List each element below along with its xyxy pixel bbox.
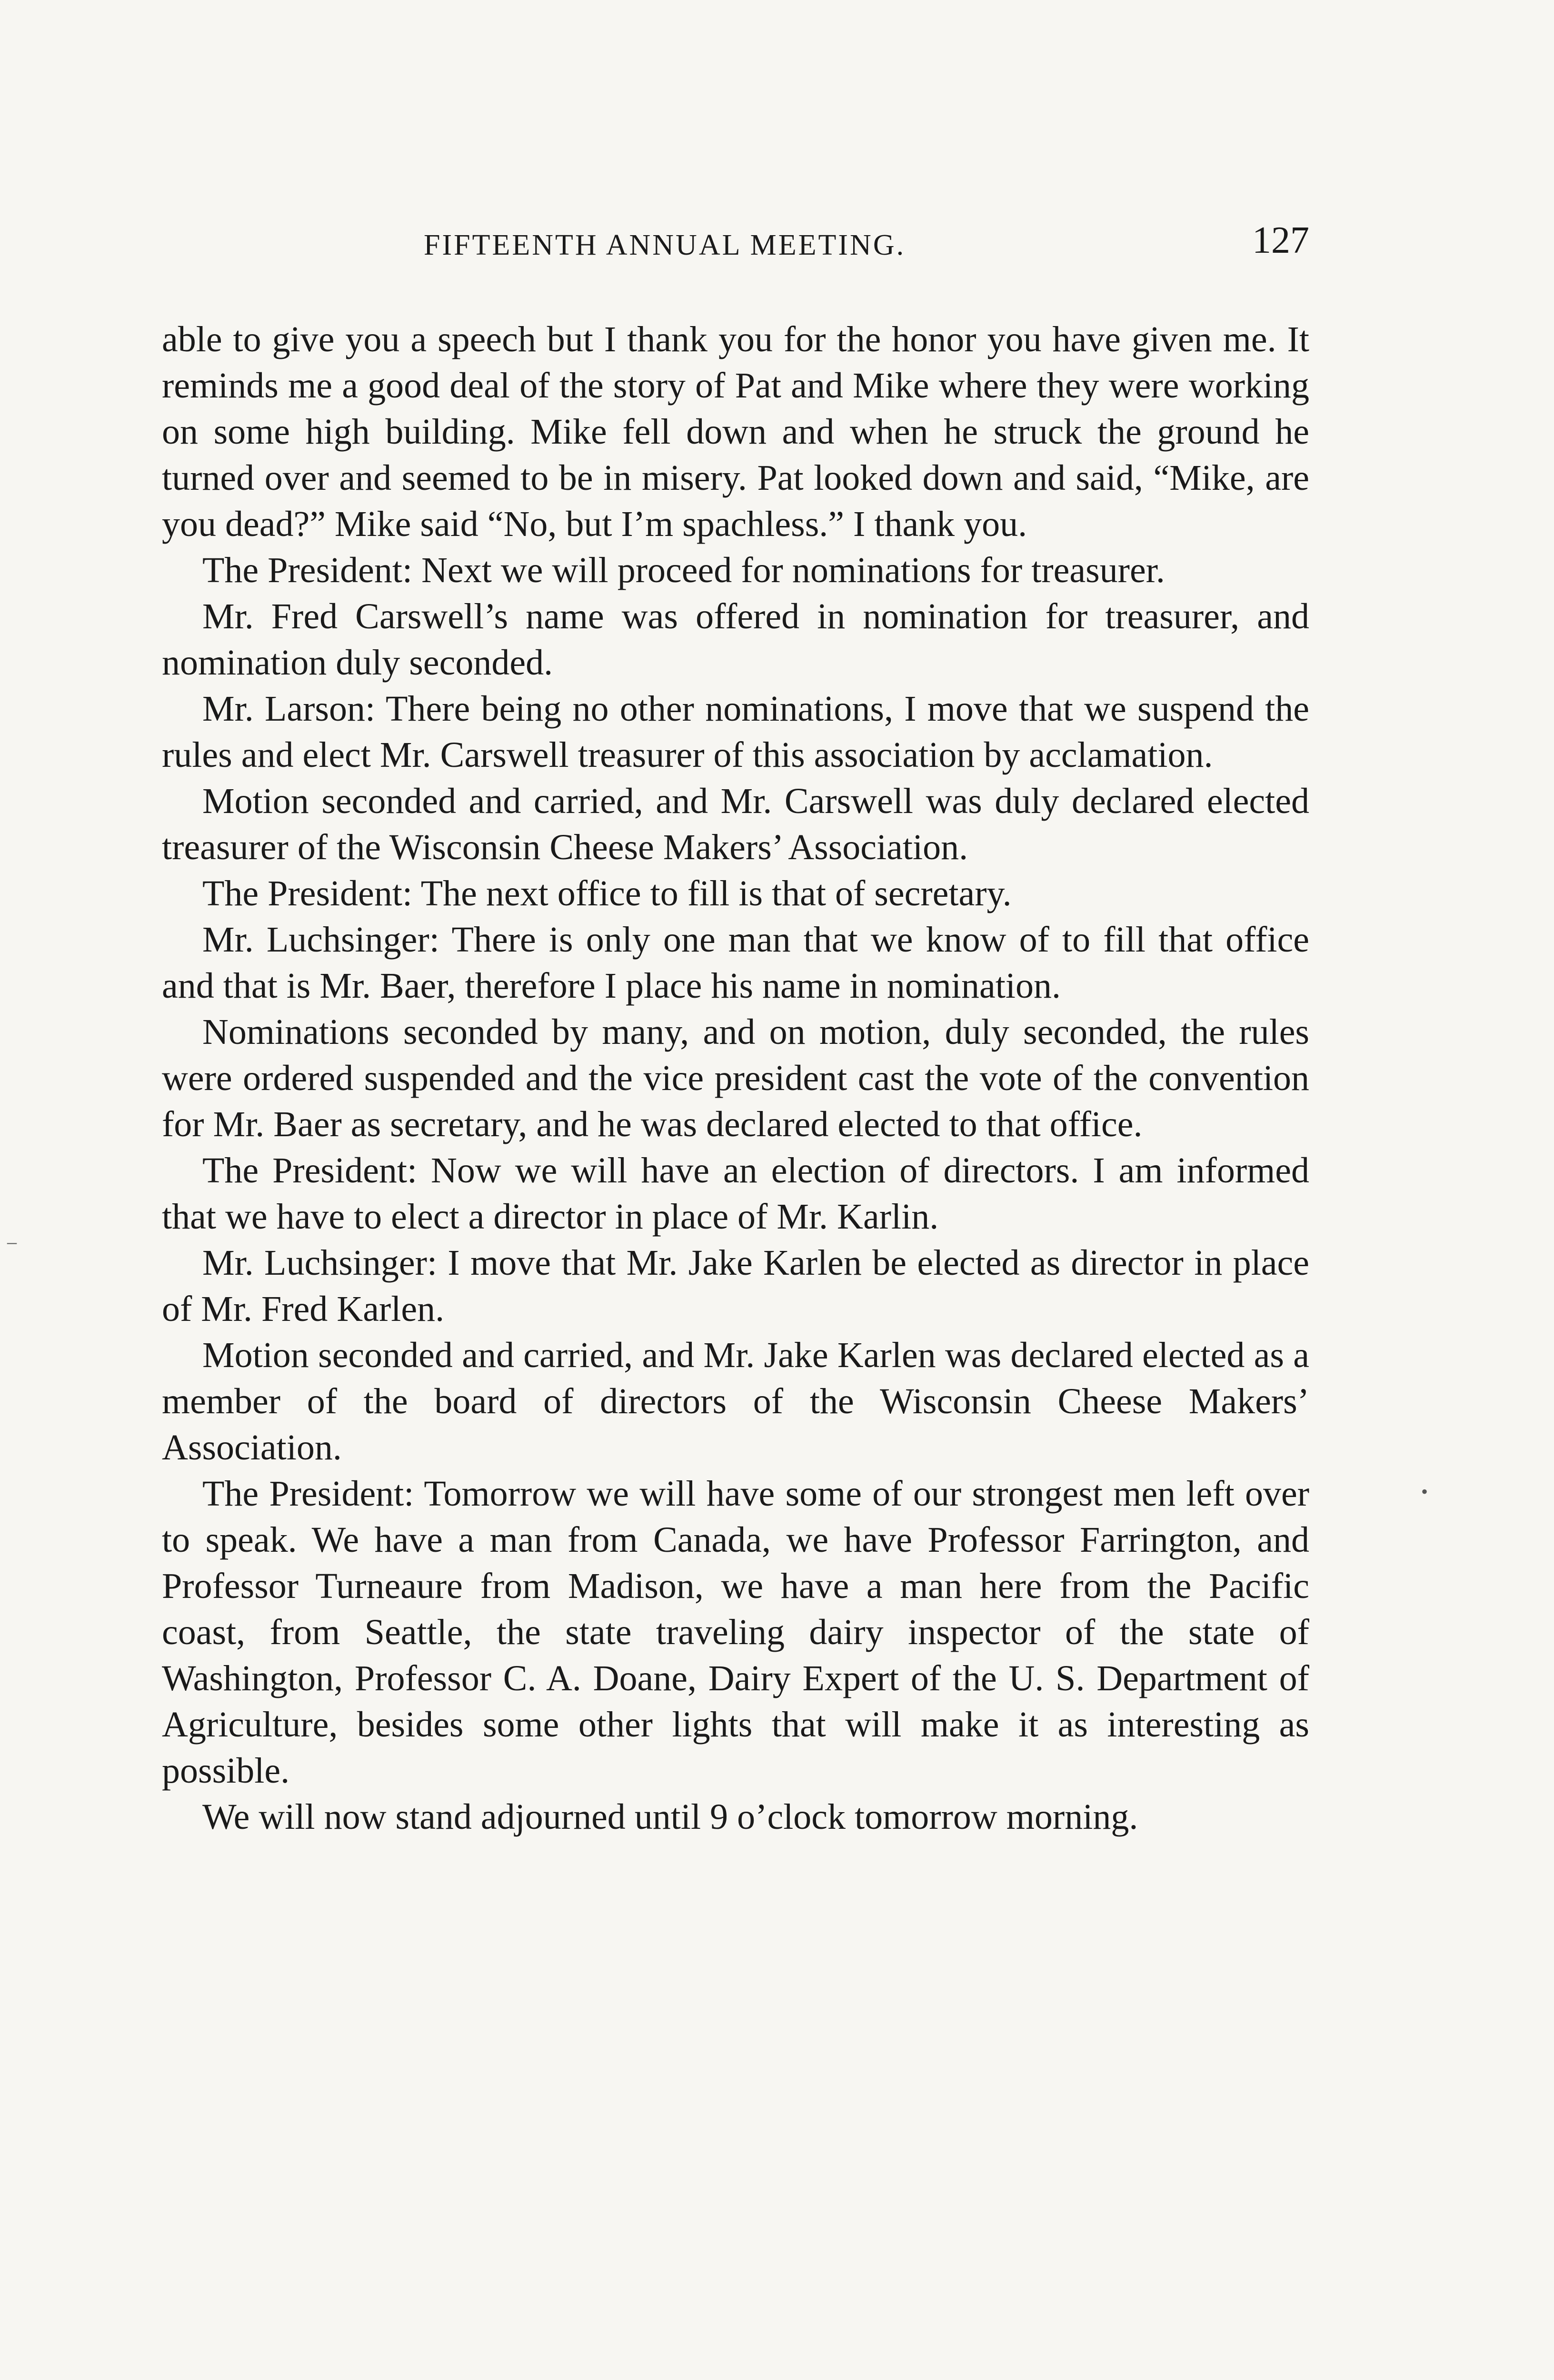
paragraph-secretary-office: The President: The next office to fill is that of secretary. [202,873,1012,913]
paragraph-karlen-elected: Motion seconded and carried, and Mr. Jake Karlen was declared elected as a member of the board of directors of the Wisconsin Cheese Makers’ Association. [162,1335,1309,1468]
paragraph-carswell-nomination: Mr. Fred Carswell’s name was offered in nomination for treasurer, and nomination duly seconded. [162,596,1309,683]
paragraph-directors-election: The President: Now we will have an election of directors. I am informed that we have to elect a director in place of Mr. Karlin. [162,1150,1309,1237]
running-title: FIFTEENTH ANNUAL MEETING. [424,229,906,261]
paragraph-speech-continuation: able to give you a speech but I thank you for the honor you have given me. It reminds me a good deal of the story of Pat and Mike where they were working on some high building. Mike fell down and when he struck the ground he turned over and seemed to be in misery. Pat looked down and said, “Mike, are you dead?” Mike said “No, but I’m spachless.” I thank you. [162,319,1309,544]
paragraph-treasurer-nominations: The President: Next we will proceed for nominations for treasurer. [202,550,1165,590]
paragraph-baer-nomination: Mr. Luchsinger: There is only one man that we know of to fill that office and that is Mr. Baer, therefore I place his name in nomination. [162,920,1309,1006]
margin-speck-mark: • [1421,1481,1428,1502]
margin-dash-mark: – [7,1231,17,1252]
paragraph-karlen-motion: Mr. Luchsinger: I move that Mr. Jake Karlen be elected as director in place of Mr. Fred Karlen. [162,1243,1309,1329]
paragraph-tomorrow-speakers: The President: Tomorrow we will have some of our strongest men left over to speak. We have a man from Canada, we have Professor Farrington, and Professor Turneaure from Madison, we have a man here from the Pacific coast, from Seattle, the state traveling dairy inspector of the state of Washington, Professor C. A. Doane, Dairy Expert of the U. S. Department of Agriculture, besides some other lights that will make it as interesting as possible. [162,1474,1309,1791]
paragraph-larson-motion: Mr. Larson: There being no other nominations, I move that we suspend the rules and elect Mr. Carswell treasurer of this association by acclamation. [162,689,1309,775]
paragraph-baer-elected: Nominations seconded by many, and on motion, duly seconded, the rules were ordered suspended and the vice president cast the vote of the convention for Mr. Baer as secretary, and he was declared elected to that office. [162,1012,1309,1144]
paragraph-carswell-elected: Motion seconded and carried, and Mr. Carswell was duly declared elected treasurer of the Wisconsin Cheese Makers’ Association. [162,781,1309,867]
page-number: 127 [1252,219,1309,261]
running-head [162,219,1309,271]
body-text [162,317,1309,1840]
paragraph-adjournment: We will now stand adjourned until 9 o’clock tomorrow morning. [202,1797,1138,1837]
